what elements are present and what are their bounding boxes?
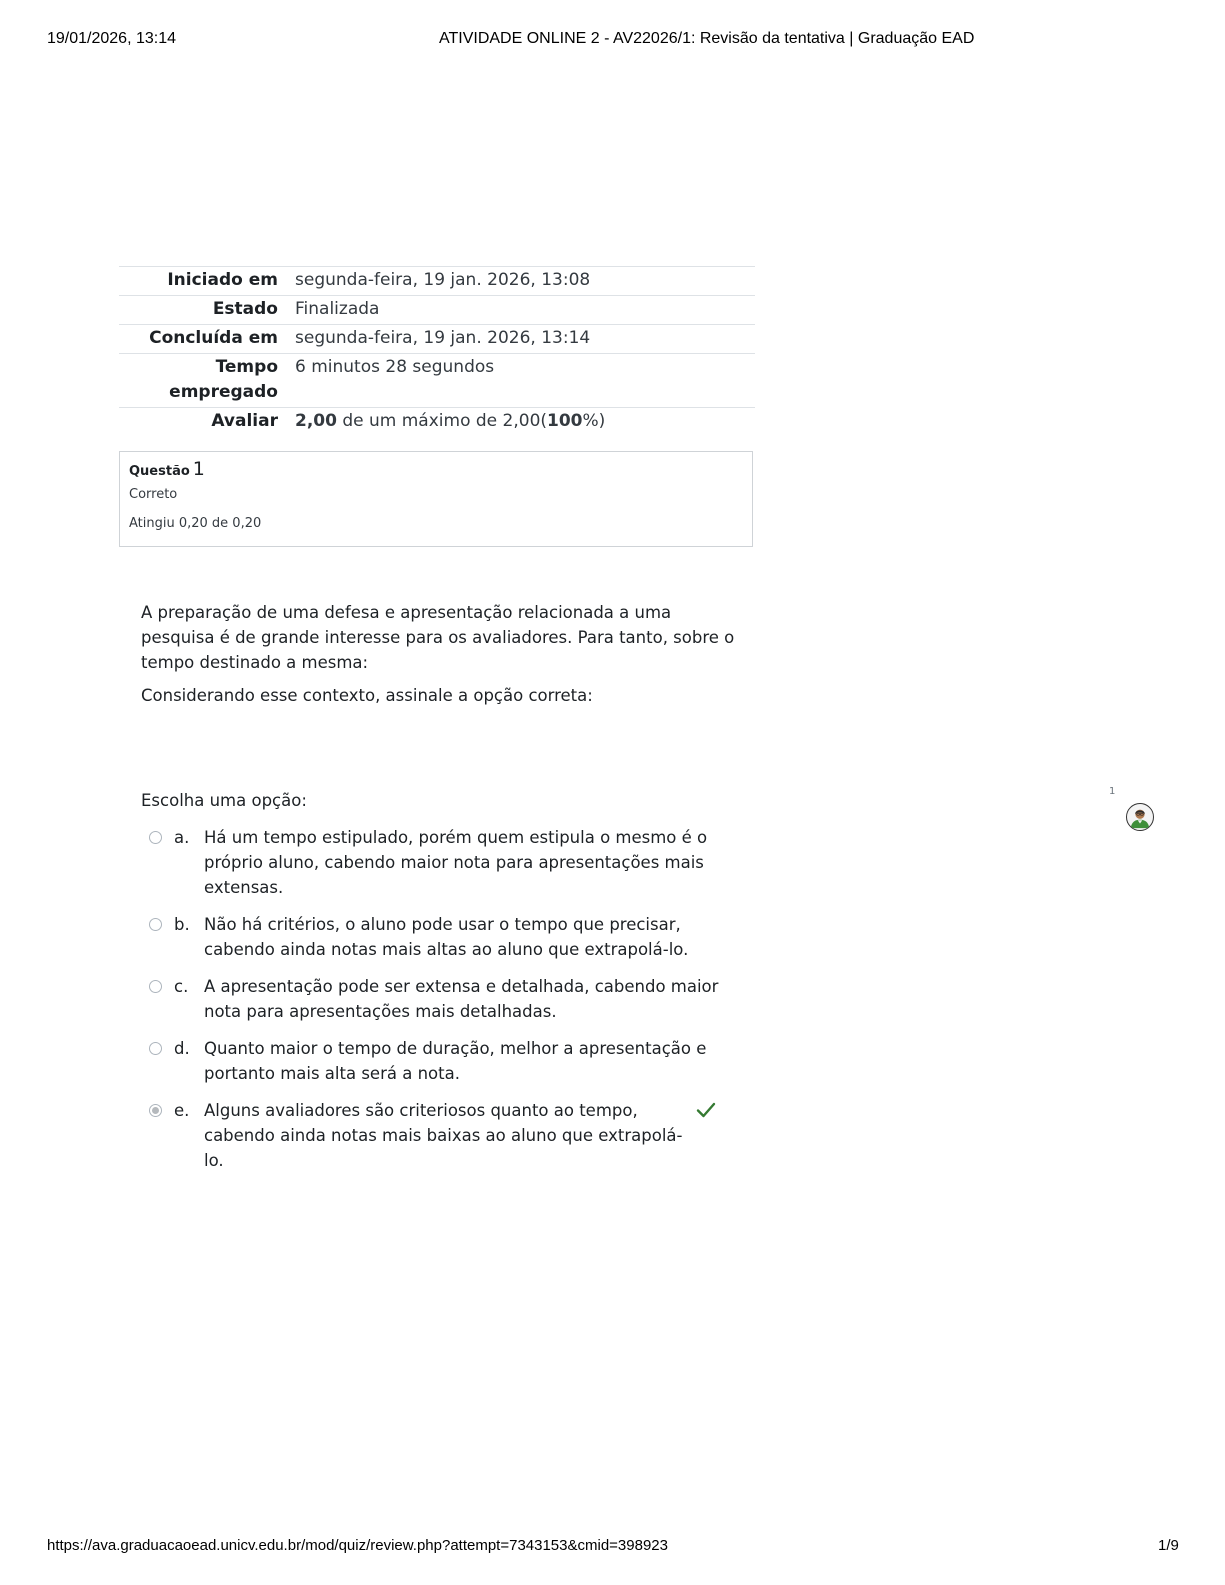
check-icon <box>696 1101 716 1119</box>
question-info-box <box>119 451 753 547</box>
print-date: 19/01/2026, 13:14 <box>47 30 177 47</box>
summary-row-grade <box>119 408 755 437</box>
print-url: https://ava.graduacaoead.unicv.edu.br/mod/quiz/review.php?attempt=7343153&cmid=398923 <box>47 1537 668 1554</box>
summary-label: Concluída em <box>119 325 278 354</box>
summary-value <box>278 408 755 437</box>
summary-value: segunda-feira, 19 jan. 2026, 13:08 <box>278 267 755 296</box>
question-text <box>141 600 741 716</box>
option-text: Há um tempo estipulado, porém quem estipula o mesmo é o próprio aluno, cabendo maior nota para apresentações mais extensas. <box>204 828 708 897</box>
answer-options <box>141 825 741 1185</box>
notification-count: 1 <box>1109 786 1116 797</box>
radio-button-selected[interactable] <box>149 1104 162 1117</box>
answer-option-a[interactable] <box>141 825 741 900</box>
summary-row-state <box>119 296 755 325</box>
question-grade: Atingiu 0,20 de 0,20 <box>129 516 262 531</box>
print-page-number: 1/9 <box>1158 1537 1179 1554</box>
option-text: Alguns avaliadores são criteriosos quanto ao tempo, cabendo ainda notas mais baixas ao aluno que extrapolá-lo. <box>204 1101 683 1170</box>
summary-value: Finalizada <box>278 296 755 325</box>
option-text: Quanto maior o tempo de duração, melhor a apresentação e portanto mais alta será a nota. <box>204 1039 707 1083</box>
radio-button[interactable] <box>149 980 162 993</box>
answer-option-e[interactable] <box>141 1098 741 1173</box>
summary-row-completed <box>119 325 755 354</box>
answer-option-c[interactable] <box>141 974 741 1024</box>
option-letter: b. <box>174 915 190 934</box>
print-page-title: ATIVIDADE ONLINE 2 - AV22026/1: Revisão da tentativa | Graduação EAD <box>439 30 975 47</box>
avatar-image <box>1127 804 1153 830</box>
radio-button[interactable] <box>149 831 162 844</box>
answer-prompt: Escolha uma opção: <box>141 791 307 810</box>
summary-label-line: empregado <box>169 382 278 402</box>
question-paragraph: A preparação de uma defesa e apresentação relacionada a uma pesquisa é de grande interesse para os avaliadores. Para tanto, sobre o tempo destinado a mesma: <box>141 603 735 672</box>
option-text: A apresentação pode ser extensa e detalhada, cabendo maior nota para apresentações mais detalhadas. <box>204 977 719 1021</box>
grade-percent: 100 <box>547 411 583 431</box>
attempt-summary-table <box>119 266 755 436</box>
summary-label <box>119 354 278 408</box>
summary-label: Iniciado em <box>119 267 278 296</box>
radio-button[interactable] <box>149 1042 162 1055</box>
grade-text: de um máximo de 2,00( <box>336 411 548 431</box>
summary-label: Avaliar <box>119 408 278 437</box>
summary-value: 6 minutos 28 segundos <box>278 354 755 408</box>
summary-label: Estado <box>119 296 278 325</box>
summary-row-time <box>119 354 755 408</box>
question-state: Correto <box>129 487 178 502</box>
answer-option-d[interactable] <box>141 1036 741 1086</box>
option-letter: e. <box>174 1101 190 1120</box>
avatar-icon[interactable] <box>1126 803 1154 831</box>
summary-label-line: Tempo <box>215 357 278 377</box>
option-text: Não há critérios, o aluno pode usar o tempo que precisar, cabendo ainda notas mais altas ao aluno que extrapolá-lo. <box>204 915 689 959</box>
radio-button[interactable] <box>149 918 162 931</box>
option-letter: c. <box>174 977 189 996</box>
question-paragraph: Considerando esse contexto, assinale a opção correta: <box>141 686 593 705</box>
summary-row-started <box>119 267 755 296</box>
question-label: Questão <box>129 464 190 479</box>
question-number-value: 1 <box>192 458 205 480</box>
answer-option-b[interactable] <box>141 912 741 962</box>
option-letter: a. <box>174 828 190 847</box>
option-letter: d. <box>174 1039 190 1058</box>
question-number <box>129 458 743 483</box>
grade-text-end: %) <box>582 411 606 431</box>
grade-score: 2,00 <box>295 411 337 431</box>
summary-value: segunda-feira, 19 jan. 2026, 13:14 <box>278 325 755 354</box>
